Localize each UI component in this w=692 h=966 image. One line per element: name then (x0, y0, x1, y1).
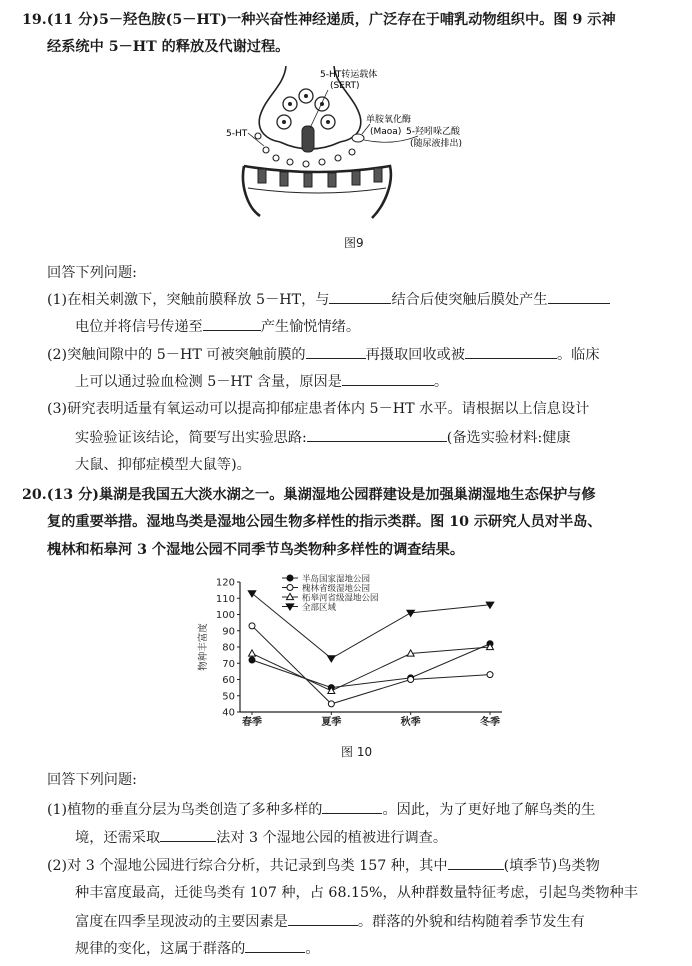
q19-sub1-text-c: 电位并将信号传递至 (75, 319, 203, 335)
q19-sub2-text-e: 。 (433, 374, 449, 390)
q20-line-1 (22, 485, 596, 505)
q20-sub2-line3 (75, 911, 585, 932)
legend-label-2: 柘皋河省级湿地公园 (302, 593, 379, 604)
q19-stem-1: (11 分)5－羟色胺(5－HT)一种兴奋性神经递质，广泛存在于哺乳动物组织中。图 9 示神 (46, 12, 616, 28)
q20-sub2-line4 (75, 938, 319, 959)
label-maoa-abbr: (Maoa) (370, 127, 402, 137)
y-tick-label: 50 (222, 691, 235, 703)
x-tick-label: 春季 (242, 717, 262, 728)
q19-blank-6[interactable] (342, 371, 434, 386)
data-point-s3-2 (407, 610, 415, 616)
q19-sub2-text-b: 再摄取回收或被 (365, 347, 465, 363)
q19-sub3-line3 (75, 455, 251, 475)
q19-sub3-text-c: (备选实验材料:健康 (446, 430, 571, 446)
q19-sub3-text-d: 大鼠、抑郁症模型大鼠等)。 (75, 457, 251, 473)
q20-sub2-line1 (47, 855, 600, 876)
q20-blank-4[interactable] (288, 911, 358, 926)
q19-sub1-text-a: (1)在相关刺激下，突触前膜释放 5－HT，与 (47, 292, 330, 308)
q19-sub3-line2 (75, 427, 571, 448)
q19-sub3-text-b: 实验验证该结论，简要写出实验思路: (75, 430, 307, 446)
q19-sub2-text-c: 。临床 (556, 347, 600, 363)
x-tick-label: 夏季 (321, 717, 342, 728)
q20-sub2-text-d: 富度在四季呈现波动的主要因素是 (75, 914, 288, 930)
q20-line-2 (47, 512, 602, 532)
data-point-s0-0 (249, 657, 255, 663)
q20-sub2-text-g: 。 (305, 941, 320, 957)
q20-sub1-line1 (47, 799, 595, 820)
q20-sub2-text-c: 种丰富度最高，迁徙鸟类有 107 种，占 68.15%，从种群数量特征考虑，引起鸟类物种丰 (75, 885, 638, 901)
q19-blank-2[interactable] (548, 289, 610, 304)
q20-sub1-line2 (75, 827, 447, 848)
q20-sub2-text-b: (填季节)鸟类物 (503, 858, 600, 874)
legend-label-0: 半岛国家湿地公园 (302, 574, 371, 585)
q19-sub3-line1 (47, 399, 589, 419)
x-tick-label: 冬季 (480, 717, 500, 728)
q20-stem-2: 复的重要举措。湿地鸟类是湿地公园生物多样性的指示类群。图 10 示研究人员对半岛、 (47, 514, 602, 530)
q19-line-1 (22, 10, 616, 30)
q20-sub2-text-a: (2)对 3 个湿地公园进行综合分析，共记录到鸟类 157 种，其中 (47, 858, 448, 874)
q20-blank-1[interactable] (322, 799, 382, 814)
legend-marker-0 (287, 575, 293, 581)
q20-stem-3: 槐林和柘皋河 3 个湿地公园不同季节鸟类物种多样性的调查结果。 (47, 542, 465, 558)
q19-blank-3[interactable] (203, 316, 261, 331)
legend-marker-1 (287, 585, 293, 591)
q19-sub1-text-b: 结合后使突触后膜处产生 (391, 292, 548, 308)
q20-sub2-line2 (75, 883, 638, 903)
label-sert: 5-HT转运载体 (320, 70, 378, 80)
sert-transporter (302, 126, 314, 152)
q19-sub1-line2 (75, 316, 360, 337)
y-tick-label: 100 (215, 610, 235, 621)
y-tick-label: 80 (222, 642, 235, 654)
q20-sub2-text-e: 。群落的外貌和结构随着季节发生有 (357, 914, 585, 930)
y-tick-label: 60 (222, 675, 235, 686)
q20-blank-2[interactable] (160, 827, 216, 842)
label-sert-abbr: (SERT) (330, 81, 360, 91)
legend-label-1: 槐林省级湿地公园 (302, 584, 371, 594)
q19-answer-prompt: 回答下列问题: (47, 265, 137, 281)
q20-blank-3[interactable] (448, 855, 504, 870)
q19-blank-1[interactable] (329, 289, 391, 304)
data-point-s1-2 (408, 677, 414, 683)
y-axis-label: 物种丰富度 (198, 623, 209, 671)
q19-number: 19. (22, 12, 47, 28)
q19-line-2 (47, 37, 289, 57)
q20-sub1-text-c: 境，还需采取 (75, 830, 161, 846)
figure-9-synapse-diagram (218, 66, 493, 224)
y-tick-label: 40 (222, 707, 235, 719)
data-point-s1-1 (328, 701, 334, 707)
y-tick-label: 120 (215, 577, 235, 589)
q19-sub2-line1 (47, 344, 600, 365)
data-point-s3-1 (328, 656, 336, 662)
q19-sub1-text-d: 产生愉悦情绪。 (260, 319, 361, 335)
q19-sub3-text-a: (3)研究表明适量有氧运动可以提高抑郁症患者体内 5－HT 水平。请根据以上信息设计 (47, 401, 590, 417)
q19-blank-7[interactable] (307, 427, 447, 442)
q19-sub2-text-a: (2)突触间隙中的 5－HT 可被突触前膜的 (47, 347, 306, 363)
figure-10-caption: 图 10 (341, 745, 373, 759)
q20-blank-5[interactable] (245, 938, 305, 953)
series-line-1 (252, 626, 490, 704)
x-tick-label: 秋季 (400, 717, 421, 728)
q20-stem-1: (13 分)巢湖是我国五大淡水湖之一。巢湖湿地公园群建设是加强巢湖湿地生态保护与修 (46, 487, 596, 503)
q19-blank-4[interactable] (306, 344, 366, 359)
figure-10-line-chart (196, 572, 516, 734)
label-product: 5-羟吲哚乙酸 (406, 127, 460, 137)
data-point-s1-0 (249, 623, 255, 629)
y-tick-label: 110 (215, 593, 235, 605)
q19-sub2-text-d: 上可以通过验血检测 5－HT 含量，原因是 (75, 374, 342, 390)
maoa-enzyme (352, 134, 364, 142)
data-point-s2-0 (249, 650, 256, 656)
figure-9-caption: 图9 (344, 236, 364, 250)
q20-number: 20. (22, 487, 47, 503)
q20-answer-prompt: 回答下列问题: (47, 772, 137, 788)
q19-stem-2: 经系统中 5－HT 的释放及代谢过程。 (47, 39, 290, 55)
postsynaptic-inner (248, 188, 386, 193)
label-5ht: 5-HT (226, 129, 248, 139)
label-product-note: (随尿液排出) (410, 139, 463, 149)
q19-sub2-line2 (75, 371, 448, 392)
q20-line-3 (47, 540, 464, 560)
q19-sub1-line1 (47, 289, 610, 310)
q20-sub1-text-b: 。因此，为了更好地了解鸟类的生 (382, 802, 596, 818)
q20-sub1-text-d: 法对 3 个湿地公园的植被进行调查。 (216, 830, 448, 846)
y-tick-label: 90 (222, 626, 235, 638)
data-point-s1-3 (487, 672, 493, 678)
q19-blank-5[interactable] (465, 344, 557, 359)
presynaptic-axon-left-wall (259, 66, 286, 142)
label-maoa: 单胺氧化酶 (366, 115, 412, 125)
q20-sub2-text-f: 规律的变化，这属于群落的 (75, 941, 246, 957)
legend-label-3: 全部区域 (302, 603, 337, 613)
series-line-2 (252, 647, 490, 691)
q20-sub1-text-a: (1)植物的垂直分层为鸟类创造了多种多样的 (47, 802, 323, 818)
y-tick-label: 70 (222, 658, 235, 670)
